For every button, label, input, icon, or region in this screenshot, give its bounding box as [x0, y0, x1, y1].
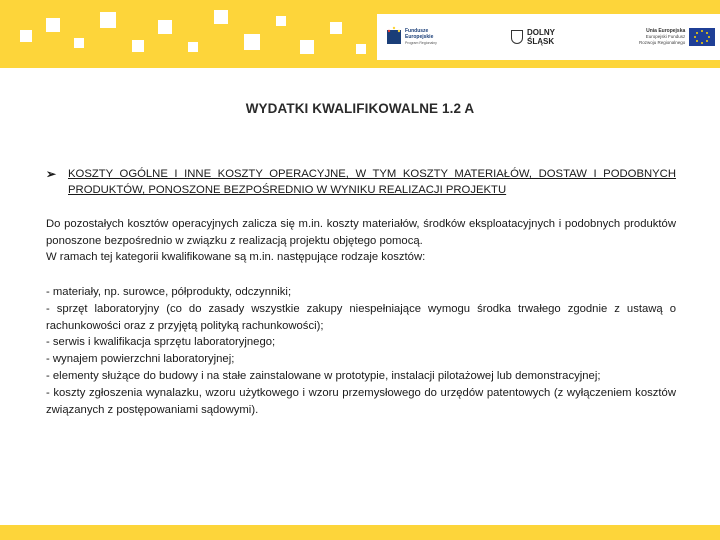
decorative-square	[74, 38, 84, 48]
eu-logo	[639, 14, 715, 60]
fe-line2: Europejskie	[405, 34, 434, 40]
decorative-square	[300, 40, 314, 54]
decorative-square	[100, 12, 116, 28]
section-heading-text: KOSZTY OGÓLNE I INNE KOSZTY OPERACYJNE, W TYM KOSZTY MATERIAŁÓW, DOSTAW I PODOBNYCH PRODUKTÓW, PONOSZONE BEZPOŚREDNIO W WYNIKU REALIZACJI PROJEKTU	[68, 168, 676, 196]
list-item: - materiały, np. surowce, półprodukty, odczynniki;	[46, 286, 292, 298]
list-item: - koszty zgłoszenia wynalazku, wzoru użytkowego i wzoru przemysłowego do urzędów patentowych (z wyłączeniem kosztów związanych z postępowaniami sądowymi).	[46, 386, 676, 416]
decorative-square	[276, 16, 286, 26]
paragraph-2: W ramach tej kategorii kwalifikowane są m.in. następujące rodzaje kosztów:	[46, 251, 426, 263]
ds-line2: ŚLĄSK	[527, 37, 555, 46]
decorative-square	[214, 10, 228, 24]
eu-line3: Rozwoju Regionalnego	[639, 39, 686, 45]
arrow-bullet-icon: ➢	[46, 167, 57, 181]
list-item: - serwis i kwalifikacja sprzętu laboratoryjnego;	[46, 336, 276, 349]
footer-band	[0, 525, 720, 540]
decorative-square	[330, 22, 342, 34]
fe-star-icon	[387, 26, 401, 48]
decorative-square	[158, 20, 172, 34]
eu-line1: Unia Europejska	[646, 27, 686, 34]
list-item: - wynajem powierzchni laboratoryjnej;	[46, 353, 235, 366]
dolny-slask-logo	[511, 14, 555, 60]
paragraph-1: Do pozostałych kosztów operacyjnych zalicza się m.in. koszty materiałów, środków eksploatacyjnych i podobnych produktów ponoszone bezpośrednio w związku z realizacją projektu objętego pomocą.	[46, 218, 676, 247]
list-item: - elementy służące do budowy i na stałe zainstalowane w prototypie, instalacji pilotażowej lub demonstracyjnej;	[46, 369, 601, 382]
decorative-square	[46, 18, 60, 32]
fundusze-europejskie-logo	[387, 14, 437, 60]
decorative-square	[244, 34, 260, 50]
fe-line3: Program Regionalny	[405, 41, 437, 45]
fe-line1: Fundusze	[405, 28, 429, 34]
page-title: WYDATKI KWALIFIKOWALNE 1.2 A	[245, 101, 475, 116]
decorative-square	[188, 42, 198, 52]
header-band	[0, 0, 720, 68]
cost-list	[46, 284, 676, 418]
decorative-square	[20, 30, 32, 42]
eu-flag-icon	[689, 28, 715, 46]
ds-line1: DOLNY	[527, 28, 555, 37]
eu-line2: Europejski Fundusz	[645, 34, 686, 40]
section-heading	[46, 166, 676, 198]
decorative-square	[132, 40, 144, 52]
crest-icon	[511, 30, 523, 44]
list-item: - sprzęt laboratoryjny (co do zasady wszystkie zakupy niespełniające wymogu środka trwałego zgodnie z ustawą o rachunkowości oraz z przyjętą polityką rachunkowości);	[46, 302, 676, 332]
decorative-square	[356, 44, 366, 54]
intro-paragraph	[46, 216, 676, 266]
logos-panel	[377, 14, 720, 60]
